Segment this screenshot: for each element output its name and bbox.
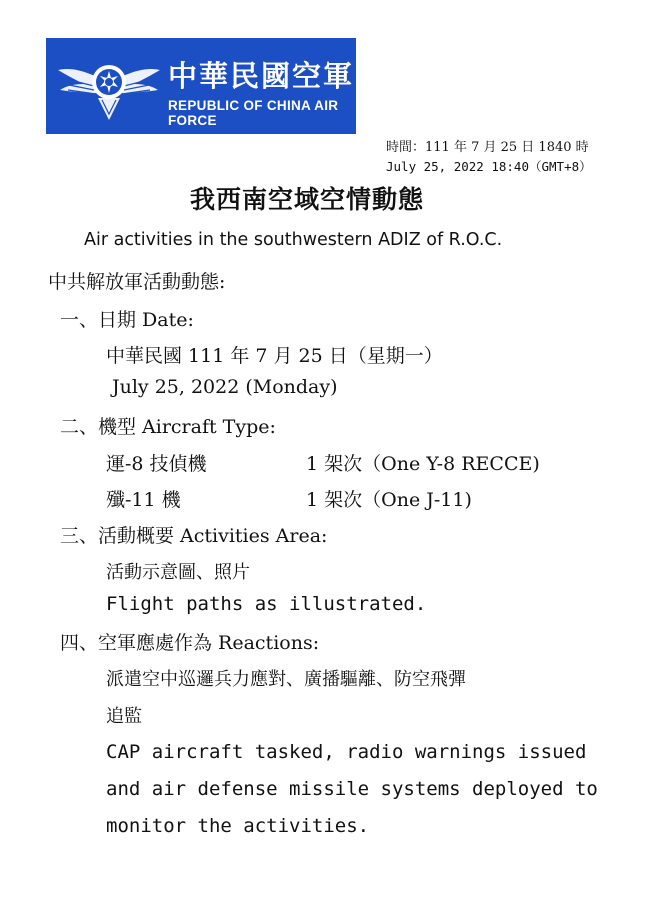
logo-title-zh: 中華民國空軍	[168, 59, 355, 93]
air-force-logo-banner	[46, 38, 356, 134]
aircraft-name: 殲-11 機	[106, 489, 181, 511]
page-title-zh: 我西南空域空情動態	[190, 185, 425, 214]
aircraft-heading: 二、機型 Aircraft Type:	[60, 416, 276, 438]
aircraft-count: 1 架次（One J-11)	[306, 489, 472, 511]
reactions-zh-line2: 追監	[106, 706, 142, 727]
activities-heading: 三、活動概要 Activities Area:	[60, 525, 328, 547]
reactions-heading: 四、空軍應處作為 Reactions:	[60, 632, 320, 654]
pla-activity-heading: 中共解放軍活動動態:	[48, 271, 226, 293]
date-zh: 中華民國 111 年 7 月 25 日（星期一）	[106, 345, 443, 367]
reactions-en-line2: and air defense missile systems deployed to	[106, 778, 598, 800]
timestamp-zh: 時間：111 年 7 月 25 日 1840 時	[386, 140, 589, 155]
logo-title-en: REPUBLIC OF CHINA AIR FORCE	[168, 98, 339, 128]
aircraft-count: 1 架次（One Y-8 RECCE)	[306, 453, 540, 475]
activities-en: Flight paths as illustrated.	[106, 593, 427, 615]
reactions-zh-line1: 派遣空中巡邏兵力應對、廣播驅離、防空飛彈	[106, 669, 466, 690]
aircraft-name: 運-8 技偵機	[106, 453, 207, 475]
timestamp-en: July 25, 2022 18:40（GMT+8）	[386, 159, 592, 174]
date-heading: 一、日期 Date:	[60, 309, 194, 331]
reactions-en-line3: monitor the activities.	[106, 815, 370, 837]
date-en: July 25, 2022 (Monday)	[112, 376, 338, 398]
activities-zh: 活動示意圖、照片	[106, 562, 250, 583]
reactions-en-line1: CAP aircraft tasked, radio warnings issued	[106, 741, 587, 763]
page-title-en: Air activities in the southwestern ADIZ of R.O.C.	[84, 230, 503, 250]
air-force-emblem-icon	[54, 44, 164, 128]
